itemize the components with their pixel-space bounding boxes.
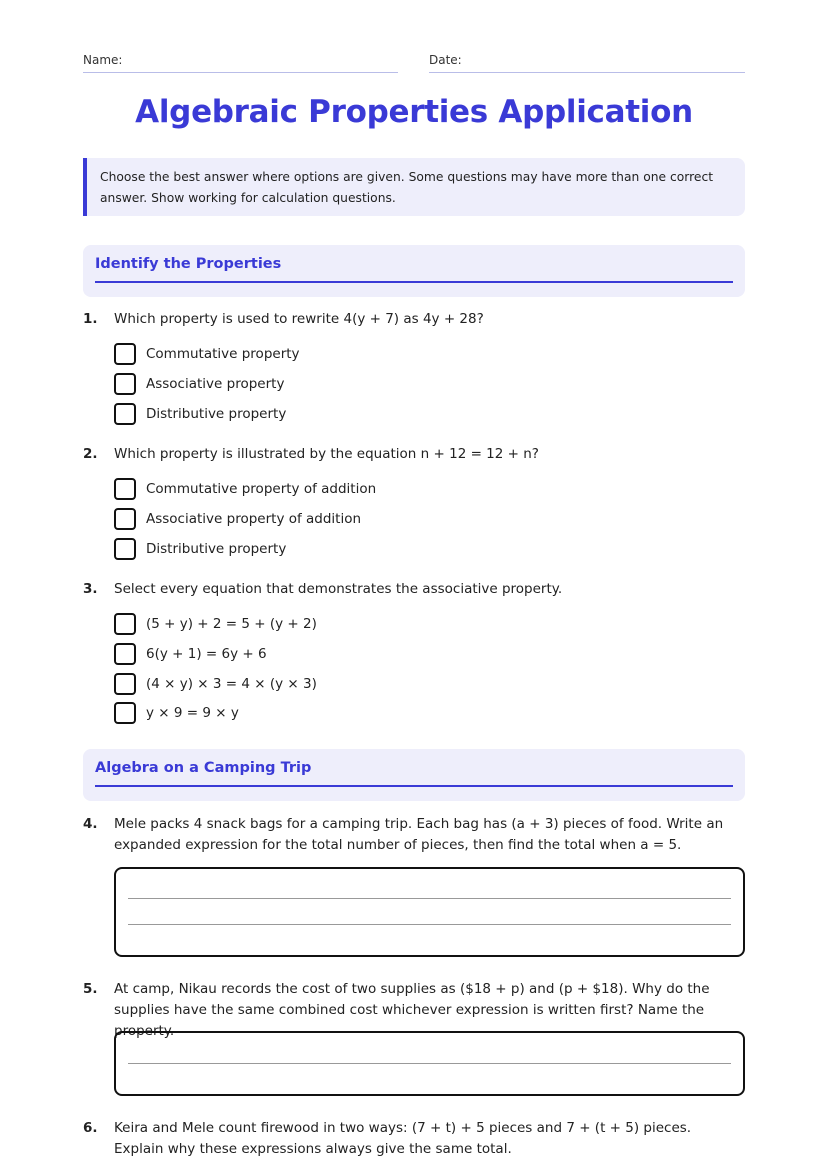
option-label: Distributive property	[146, 406, 287, 422]
question-number: 4.	[83, 816, 98, 832]
page-title: Algebraic Properties Application	[135, 94, 693, 130]
checkbox[interactable]	[114, 508, 136, 530]
section-title: Algebra on a Camping Trip	[95, 760, 312, 776]
option-item[interactable]	[114, 672, 317, 696]
question-number: 3.	[83, 581, 98, 597]
answer-box[interactable]	[114, 1031, 745, 1096]
answer-line	[128, 898, 731, 899]
question-number: 5.	[83, 981, 98, 997]
option-label: Distributive property	[146, 541, 287, 557]
checkbox[interactable]	[114, 373, 136, 395]
question-text: Keira and Mele count firewood in two ways: (7 + t) + 5 pieces and 7 + (t + 5) pieces. Explain why these expressions always give the same total.	[114, 1120, 692, 1157]
option-item[interactable]	[114, 701, 239, 725]
date-field[interactable]	[429, 53, 745, 73]
question-text: Select every equation that demonstrates the associative property.	[114, 581, 563, 597]
section-divider	[95, 785, 733, 787]
option-item[interactable]	[114, 612, 317, 636]
checkbox[interactable]	[114, 673, 136, 695]
option-label: (4 × y) × 3 = 4 × (y × 3)	[146, 676, 317, 692]
option-item[interactable]	[114, 537, 286, 561]
option-label: 6(y + 1) = 6y + 6	[146, 646, 267, 662]
section-header-identify	[83, 245, 745, 297]
checkbox[interactable]	[114, 403, 136, 425]
answer-line	[128, 924, 731, 925]
option-label: Associative property	[146, 376, 285, 392]
option-item[interactable]	[114, 342, 300, 366]
question-text: At camp, Nikau records the cost of two supplies as ($18 + p) and (p + $18). Why do the supplies have the same combined cost whichever expression is written first? Name the property.	[114, 981, 710, 1039]
option-label: y × 9 = 9 × y	[146, 705, 239, 721]
checkbox[interactable]	[114, 478, 136, 500]
answer-line	[128, 1063, 731, 1064]
option-item[interactable]	[114, 507, 361, 531]
option-label: Commutative property of addition	[146, 481, 377, 497]
checkbox[interactable]	[114, 538, 136, 560]
question-number: 1.	[83, 311, 98, 327]
question-text: Which property is used to rewrite 4(y + 7) as 4y + 28?	[114, 311, 484, 327]
checkbox[interactable]	[114, 643, 136, 665]
checkbox[interactable]	[114, 613, 136, 635]
section-divider	[95, 281, 733, 283]
instructions-box	[83, 158, 745, 216]
name-field[interactable]	[83, 53, 398, 73]
option-item[interactable]	[114, 477, 376, 501]
option-label: (5 + y) + 2 = 5 + (y + 2)	[146, 616, 317, 632]
question-text: Which property is illustrated by the equation n + 12 = 12 + n?	[114, 446, 539, 462]
answer-box[interactable]	[114, 867, 745, 957]
question-text: Mele packs 4 snack bags for a camping trip. Each bag has (a + 3) pieces of food. Write an expanded expression for the total number of pieces, then find the total when a = 5.	[114, 816, 724, 853]
question-number: 2.	[83, 446, 98, 462]
section-title: Identify the Properties	[95, 256, 282, 272]
option-item[interactable]	[114, 402, 286, 426]
date-label: Date:	[429, 53, 462, 67]
option-item[interactable]	[114, 642, 267, 666]
question-number: 6.	[83, 1120, 98, 1136]
instructions-text: Choose the best answer where options are given. Some questions may have more than one correct answer. Show working for calculation questions.	[100, 170, 714, 205]
checkbox[interactable]	[114, 702, 136, 724]
section-header-camping	[83, 749, 745, 801]
option-label: Commutative property	[146, 346, 300, 362]
option-item[interactable]	[114, 372, 284, 396]
option-label: Associative property of addition	[146, 511, 362, 527]
checkbox[interactable]	[114, 343, 136, 365]
name-label: Name:	[83, 53, 123, 67]
